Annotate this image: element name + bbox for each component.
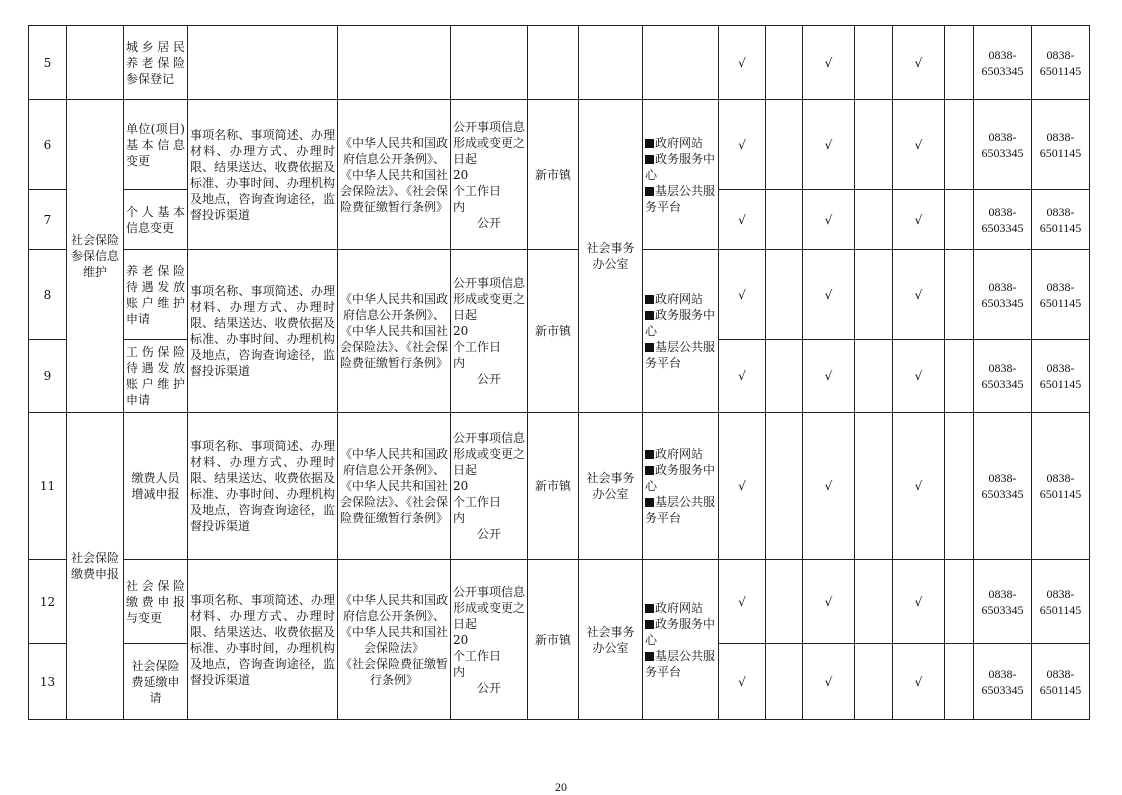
phone-cell (1032, 340, 1090, 413)
table-row (29, 250, 1090, 340)
check-mark: √ (893, 340, 945, 413)
disclosure-subject: 新市镇 (528, 413, 579, 560)
check-mark: √ (893, 26, 945, 100)
item-name: 社会保险缴费申报与变更 (124, 560, 188, 644)
check-mark: √ (803, 644, 855, 720)
check-mark: √ (719, 644, 766, 720)
disclosure-channels: 政府网站 政务服务中心 基层公共服务平台 (643, 413, 719, 560)
row-number: 8 (29, 250, 67, 340)
disclosure-content: 事项名称、事项简述、办理材料、办理方式、办理时限、结果送达、收费依据及标准、办事时间、办理机构及地点，咨询查询途径，监督投诉渠道 (188, 413, 338, 560)
disclosure-timelimit: 公开事项信息形成或变更之日起 20 个工作日 内 公开 (451, 413, 528, 560)
check-mark: √ (719, 100, 766, 190)
disclosure-content: 事项名称、事项简述、办理材料、办理方式、办理时限、结果送达、收费依据及标准、办事时间、办理机构及地点，咨询查询途径，监督投诉渠道 (188, 250, 338, 413)
check-mark: √ (803, 190, 855, 250)
disclosure-subject: 新市镇 (528, 250, 579, 413)
disclosure-channels: 政府网站 政务服务中心 基层公共服务平台 (643, 560, 719, 720)
check-mark: √ (803, 250, 855, 340)
item-name: 个人基本信息变更 (124, 190, 188, 250)
phone-cell (974, 250, 1032, 340)
item-name: 单位(项目)基本信息变更 (124, 100, 188, 190)
disclosure-basis: 《中华人民共和国政府信息公开条例》、《中华人民共和国社会保险法》、《社会保险费征缴暂行条例》 (338, 413, 451, 560)
phone-number: 0838-6503345 (981, 361, 1024, 391)
disclosure-content: 事项名称、事项简述、办理材料、办理方式、办理时限、结果送达、收费依据及标准、办事时间、办理机构及地点，咨询查询途径，监督投诉渠道 (188, 100, 338, 250)
office-cell: 社会事务办公室 (579, 100, 643, 413)
item-name: 缴费人员增减申报 (124, 413, 188, 560)
phone-cell (974, 560, 1032, 644)
phone-number: 0838-6501145 (1039, 586, 1082, 617)
phone-number: 0838-6501145 (1039, 47, 1082, 78)
check-mark: √ (803, 100, 855, 190)
phone-cell (1032, 26, 1090, 100)
disclosure-channels: 政府网站 政务服务中心 基层公共服务平台 (643, 100, 719, 250)
phone-cell (974, 413, 1032, 560)
disclosure-timelimit: 公开事项信息形成或变更之日起 20 个工作日 内 公开 (451, 250, 528, 413)
row-number: 9 (29, 340, 67, 413)
phone-number: 0838-6503345 (981, 279, 1024, 310)
disclosure-timelimit: 公开事项信息形成或变更之日起 20 个工作日 内 公开 (451, 100, 528, 250)
phone-number: 0838-6503345 (981, 47, 1024, 78)
check-mark: √ (893, 100, 945, 190)
phone-cell (1032, 100, 1090, 190)
phone-number: 0838-6503345 (981, 204, 1024, 235)
check-mark: √ (893, 560, 945, 644)
disclosure-timelimit: 公开事项信息形成或变更之日起 20 个工作日 内 公开 (451, 560, 528, 720)
item-name: 城乡居民养老保险参保登记 (124, 26, 188, 100)
phone-number: 0838-6501145 (1039, 204, 1082, 235)
phone-cell (974, 100, 1032, 190)
phone-number: 0838-6501145 (1039, 279, 1082, 310)
item-name: 社会保险费延缴申请 (124, 644, 188, 720)
disclosure-table (28, 25, 1090, 720)
phone-number: 0838-6503345 (981, 586, 1024, 617)
check-mark: √ (719, 26, 766, 100)
check-mark: √ (803, 413, 855, 560)
table-row (29, 26, 1090, 100)
row-number: 12 (29, 560, 67, 644)
category-cell: 社会保险缴费申报 (67, 413, 124, 720)
phone-cell (1032, 250, 1090, 340)
phone-number: 0838-6503345 (981, 129, 1024, 160)
row-number: 5 (29, 26, 67, 100)
check-mark: √ (719, 250, 766, 340)
disclosure-subject: 新市镇 (528, 100, 579, 250)
check-mark: √ (893, 644, 945, 720)
disclosure-subject: 新市镇 (528, 560, 579, 720)
disclosure-channels: 政府网站 政务服务中心 基层公共服务平台 (643, 250, 719, 413)
table-row (29, 100, 1090, 190)
row-number: 6 (29, 100, 67, 190)
table-row (29, 560, 1090, 644)
check-mark: √ (893, 250, 945, 340)
phone-number: 0838-6501145 (1039, 666, 1082, 697)
check-mark: √ (719, 413, 766, 560)
disclosure-content: 事项名称、事项简述、办理材料、办理方式、办理时限、结果送达、收费依据及标准、办事时间，办理机构及地点，咨询查询途径，监督投诉渠道 (188, 560, 338, 720)
phone-cell (974, 26, 1032, 100)
row-number: 13 (29, 644, 67, 720)
check-mark: √ (803, 26, 855, 100)
phone-number: 0838-6501145 (1039, 361, 1082, 391)
check-mark: √ (893, 413, 945, 560)
phone-number: 0838-6503345 (981, 471, 1024, 501)
phone-number: 0838-6501145 (1039, 129, 1082, 160)
disclosure-basis: 《中华人民共和国政府信息公开条例》、《中华人民共和国社会保险法》、《社会保险费征缴暂行条例》 (338, 250, 451, 413)
disclosure-basis: 《中华人民共和国政府信息公开条例》、《中华人民共和国社会保险法》 《社会保险费征缴暂行条例》 (338, 560, 451, 720)
phone-cell (1032, 413, 1090, 560)
check-mark: √ (803, 560, 855, 644)
page-number: 20 (555, 780, 567, 794)
phone-number: 0838-6501145 (1039, 471, 1082, 501)
phone-cell (1032, 560, 1090, 644)
category-cell: 社会保险参保信息维护 (67, 100, 124, 413)
row-number: 11 (29, 413, 67, 560)
item-name: 工伤保险待遇发放账户维护申请 (124, 340, 188, 413)
check-mark: √ (719, 340, 766, 413)
item-name: 养老保险待遇发放账户维护申请 (124, 250, 188, 340)
office-cell: 社会事务办公室 (579, 413, 643, 560)
phone-cell (974, 190, 1032, 250)
phone-number: 0838-6503345 (981, 666, 1024, 697)
check-mark: √ (719, 560, 766, 644)
disclosure-basis: 《中华人民共和国政府信息公开条例》、《中华人民共和国社会保险法》、《社会保险费征缴暂行条例》 (338, 100, 451, 250)
row-number: 7 (29, 190, 67, 250)
phone-cell (974, 340, 1032, 413)
office-cell: 社会事务办公室 (579, 560, 643, 720)
table-row (29, 413, 1090, 560)
check-mark: √ (719, 190, 766, 250)
phone-cell (1032, 644, 1090, 720)
phone-cell (1032, 190, 1090, 250)
check-mark: √ (803, 340, 855, 413)
check-mark: √ (893, 190, 945, 250)
phone-cell (974, 644, 1032, 720)
